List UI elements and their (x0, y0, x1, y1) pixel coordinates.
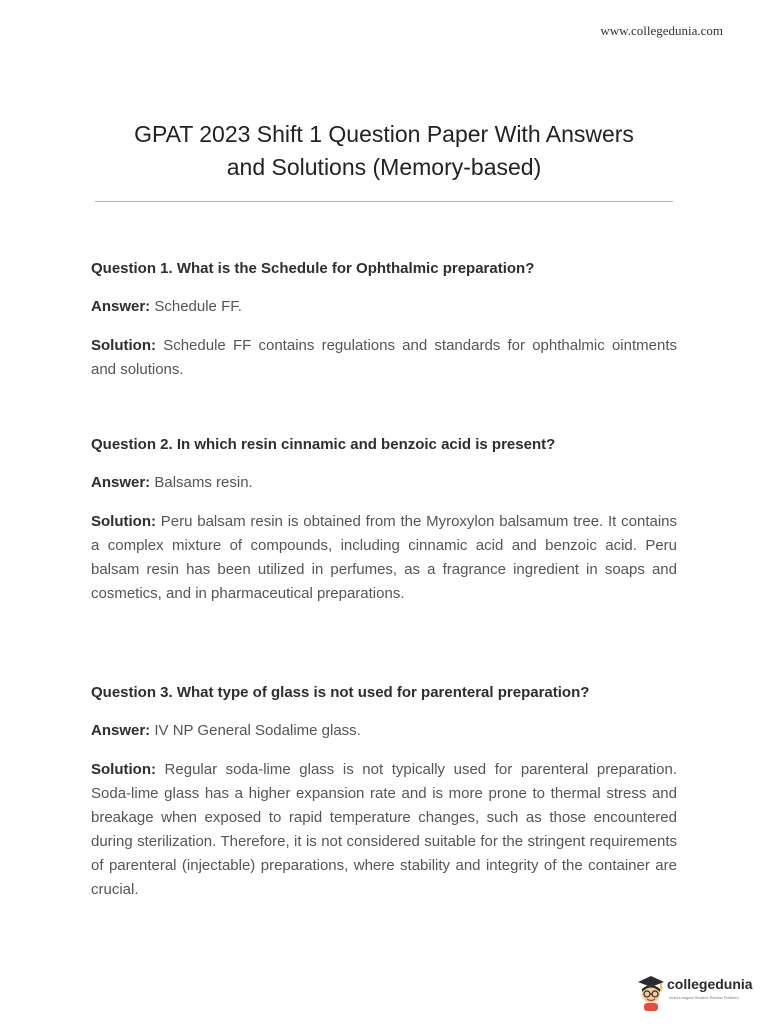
solution-text (91, 758, 677, 902)
question-block-1 (91, 257, 677, 382)
answer-text (91, 295, 677, 319)
question-block-2 (91, 433, 677, 606)
solution-value: Schedule FF contains regulations and standards for ophthalmic ointments and solutions. (91, 337, 677, 378)
title-line-2: and Solutions (Memory-based) (226, 154, 542, 180)
mascot-graduate-icon (634, 972, 666, 1012)
answer-value: Balsams resin. (150, 474, 253, 491)
question-text: Question 3. What type of glass is not used for parenteral preparation? (91, 684, 590, 701)
answer-value: Schedule FF. (150, 298, 242, 315)
solution-text (91, 510, 677, 606)
answer-label: Answer: (91, 298, 151, 315)
title-divider (95, 201, 673, 202)
site-url[interactable]: www.collegedunia.com (600, 23, 723, 38)
collegedunia-logo[interactable] (634, 972, 752, 1012)
answer-text (91, 719, 677, 743)
question-text: Question 1. What is the Schedule for Ophthalmic preparation? (91, 260, 535, 277)
answer-value: IV NP General Sodalime glass. (150, 722, 361, 739)
answer-label: Answer: (91, 474, 151, 491)
answer-label: Answer: (91, 722, 151, 739)
logo-wordmark: collegedunia (667, 976, 753, 992)
solution-label: Solution: (91, 513, 156, 530)
solution-label: Solution: (91, 761, 156, 778)
solution-value: Regular soda-lime glass is not typically used for parenteral preparation. Soda-lime glass has a higher expansion rate and is more prone to thermal stress and breakage when exposed to rapid temperature changes, such as those encountered during sterilization. Therefore, it is not considered suitable for the stringent requirements of parenteral (injectable) preparations, where stability and integrity of the container are crucial. (91, 761, 677, 898)
question-text: Question 2. In which resin cinnamic and benzoic acid is present? (91, 436, 556, 453)
question-block-3 (91, 681, 677, 902)
solution-label: Solution: (91, 337, 156, 354)
answer-text (91, 471, 677, 495)
title-line-1: GPAT 2023 Shift 1 Question Paper With Answers (134, 121, 634, 147)
logo-tagline: India's largest Student Review Platform (669, 995, 739, 1000)
solution-value: Peru balsam resin is obtained from the Myroxylon balsamum tree. It contains a complex mixture of compounds, including cinnamic acid and benzoic acid. Peru balsam resin has been utilized in perfumes, as a fragrance ingredient in soaps and cosmetics, and in pharmaceutical preparations. (91, 513, 677, 602)
solution-text (91, 334, 677, 382)
page-title (60, 118, 708, 184)
